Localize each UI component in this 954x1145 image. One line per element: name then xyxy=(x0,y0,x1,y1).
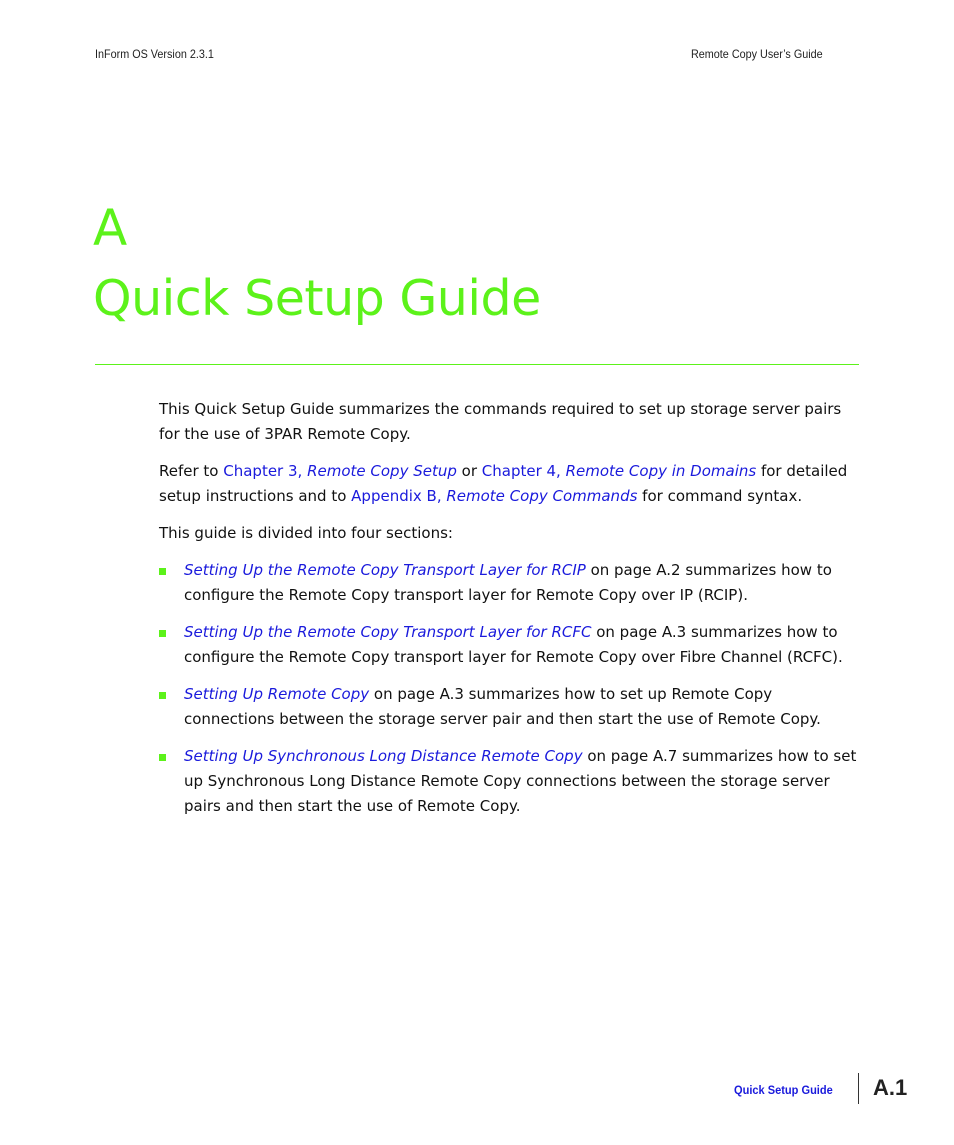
bullet-square-icon xyxy=(159,630,166,637)
refer-text-3: for detailed setup instructions and to xyxy=(159,462,848,505)
footer-divider xyxy=(858,1073,859,1104)
bullet-square-icon xyxy=(159,568,166,575)
section-list xyxy=(159,558,859,819)
section-text: on page A.2 summarizes how to configure the Remote Copy transport layer for Remote Copy over IP (RCIP). xyxy=(184,561,832,604)
footer-chapter-label: Quick Setup Guide xyxy=(734,1083,833,1097)
running-header-left: InForm OS Version 2.3.1 xyxy=(95,47,214,61)
section-link-setup-remote-copy[interactable]: Setting Up Remote Copy xyxy=(184,685,370,703)
link-chapter-4-title: Remote Copy in Domains xyxy=(565,462,757,480)
link-chapter-3-title: Remote Copy Setup xyxy=(307,462,457,480)
section-text: on page A.3 summarizes how to configure the Remote Copy transport layer for Remote Copy over Fibre Channel (RCFC). xyxy=(184,623,843,666)
refer-text-1: Refer to xyxy=(159,462,224,480)
list-item xyxy=(159,558,859,608)
list-item xyxy=(159,682,859,732)
chapter-title: Quick Setup Guide xyxy=(93,270,541,327)
section-text: on page A.7 summarizes how to set up Synchronous Long Distance Remote Copy connections between the storage server pairs and then start the use of Remote Copy. xyxy=(184,747,857,815)
chapter-letter: A xyxy=(93,199,128,257)
section-text: on page A.3 summarizes how to set up Remote Copy connections between the storage server pair and then start the use of Remote Copy. xyxy=(184,685,821,728)
section-link-rcfc[interactable]: Setting Up the Remote Copy Transport Layer for RCFC xyxy=(184,623,592,641)
running-header-right: Remote Copy User’s Guide xyxy=(691,47,823,61)
link-chapter-4[interactable] xyxy=(482,462,756,480)
list-item xyxy=(159,620,859,670)
section-link-sync-long-distance[interactable]: Setting Up Synchronous Long Distance Remote Copy xyxy=(184,747,583,765)
link-appendix-b-title: Remote Copy Commands xyxy=(446,487,638,505)
body-content xyxy=(159,397,859,831)
link-chapter-4-prefix: Chapter 4, xyxy=(481,462,566,480)
title-rule xyxy=(95,364,859,365)
intro-paragraph: This Quick Setup Guide summarizes the commands required to set up storage server pairs for the use of 3PAR Remote Copy. xyxy=(159,400,842,443)
refer-text-2: or xyxy=(456,462,482,480)
bullet-square-icon xyxy=(159,754,166,761)
page-number: A.1 xyxy=(873,1075,908,1100)
refer-text-4: for command syntax. xyxy=(637,487,803,505)
link-chapter-3[interactable] xyxy=(223,462,457,480)
section-link-rcip[interactable]: Setting Up the Remote Copy Transport Layer for RCIP xyxy=(184,561,586,579)
divided-paragraph: This guide is divided into four sections: xyxy=(159,524,453,542)
list-item xyxy=(159,744,859,819)
link-appendix-b-prefix: Appendix B, xyxy=(351,487,447,505)
bullet-square-icon xyxy=(159,692,166,699)
link-appendix-b[interactable] xyxy=(351,487,637,505)
refer-paragraph xyxy=(159,459,859,509)
link-chapter-3-prefix: Chapter 3, xyxy=(223,462,308,480)
